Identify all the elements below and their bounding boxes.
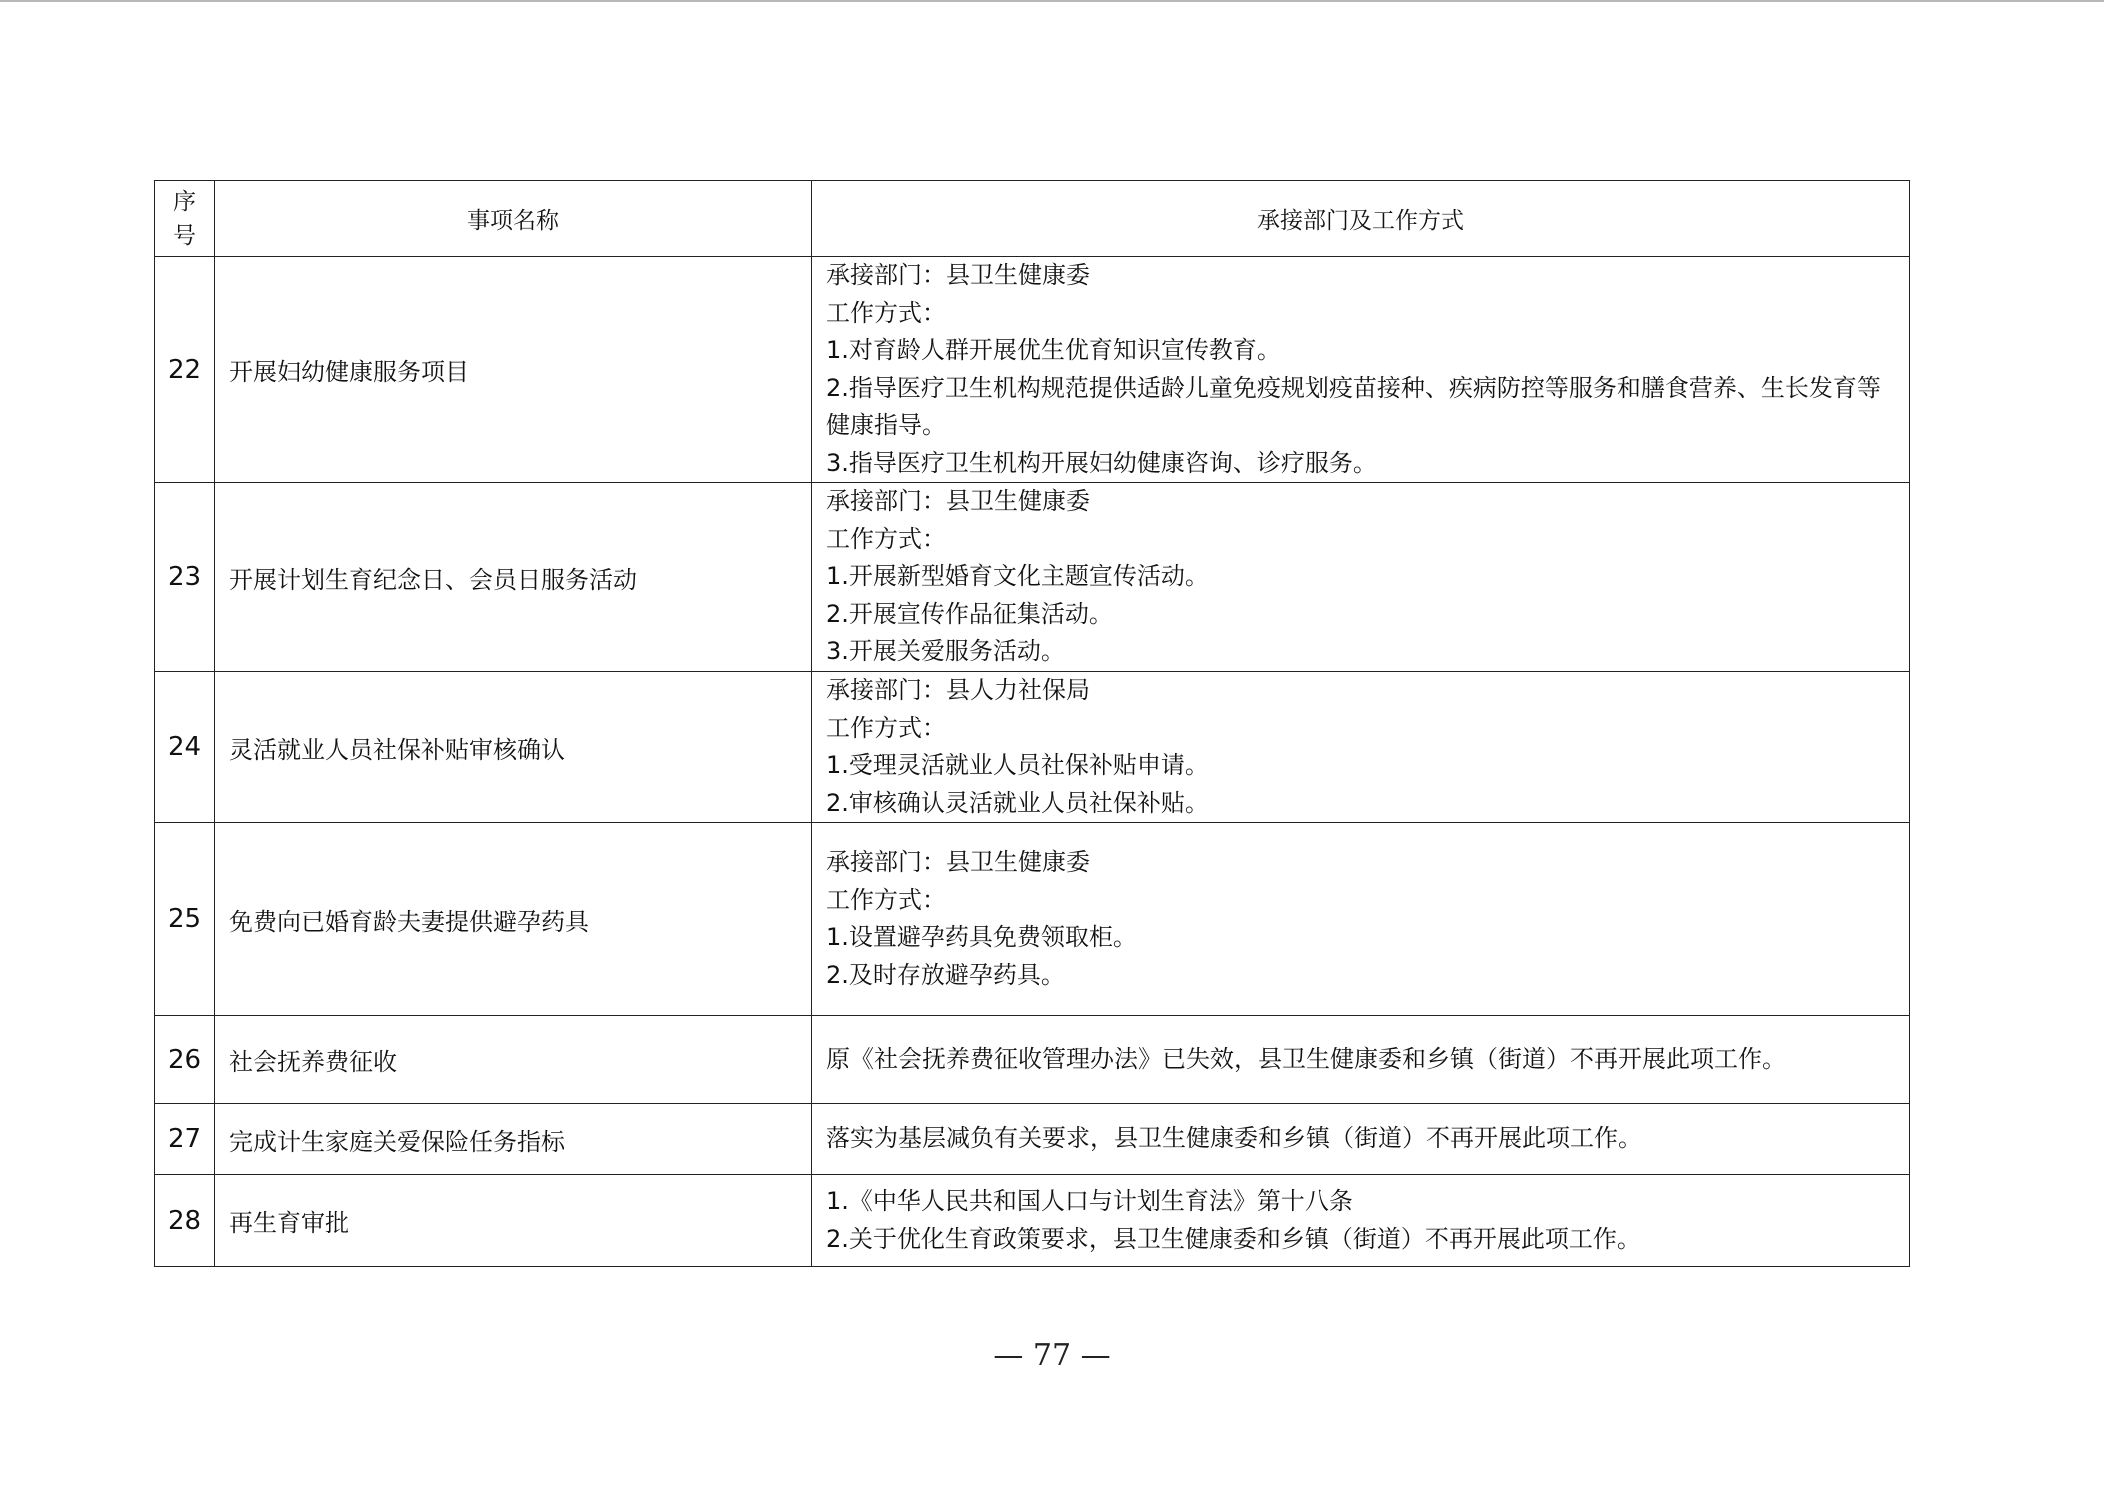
row-method — [812, 1104, 1910, 1175]
row-name: 开展妇幼健康服务项目 — [215, 257, 812, 483]
method-line: 工作方式： — [826, 298, 946, 327]
header-seq — [155, 181, 215, 257]
method-line: 1.开展新型婚育文化主题宣传活动。 — [826, 562, 1209, 591]
row-seq: 25 — [155, 823, 215, 1016]
row-method — [812, 672, 1910, 823]
method-line: 1.对育龄人群开展优生优育知识宣传教育。 — [826, 336, 1281, 364]
row-seq: 27 — [155, 1104, 215, 1175]
method-line: 承接部门：县卫生健康委 — [826, 261, 1090, 289]
method-line: 承接部门：县卫生健康委 — [826, 487, 1090, 516]
table-row — [155, 1104, 1910, 1175]
header-name: 事项名称 — [215, 181, 812, 257]
table-header-row — [155, 181, 1910, 257]
row-name: 社会抚养费征收 — [215, 1016, 812, 1104]
table-row — [155, 257, 1910, 483]
row-method — [812, 1175, 1910, 1267]
method-line: 工作方式： — [826, 713, 946, 742]
table-row — [155, 1016, 1910, 1104]
method-line: 1.设置避孕药具免费领取柜。 — [826, 923, 1137, 951]
row-seq: 23 — [155, 483, 215, 672]
method-line: 2.审核确认灵活就业人员社保补贴。 — [826, 788, 1209, 817]
table-row — [155, 823, 1910, 1016]
table-row — [155, 1175, 1910, 1267]
row-name: 开展计划生育纪念日、会员日服务活动 — [215, 483, 812, 672]
row-name: 灵活就业人员社保补贴审核确认 — [215, 672, 812, 823]
table-row — [155, 483, 1910, 672]
row-method — [812, 823, 1910, 1016]
method-line: 1.受理灵活就业人员社保补贴申请。 — [826, 751, 1209, 779]
method-line: 原《社会抚养费征收管理办法》已失效，县卫生健康委和乡镇（街道）不再开展此项工作。 — [826, 1044, 1786, 1073]
header-seq-label: 序号 — [173, 188, 196, 249]
header-method: 承接部门及工作方式 — [812, 181, 1910, 257]
method-line: 3.开展关爱服务活动。 — [826, 637, 1065, 666]
method-line: 2.开展宣传作品征集活动。 — [826, 599, 1113, 628]
row-seq: 22 — [155, 257, 215, 483]
method-line: 承接部门：县卫生健康委 — [826, 848, 1090, 876]
method-line: 工作方式： — [826, 885, 946, 914]
method-line: 3.指导医疗卫生机构开展妇幼健康咨询、诊疗服务。 — [826, 448, 1377, 477]
table-row — [155, 672, 1910, 823]
row-method — [812, 483, 1910, 672]
method-line: 2.关于优化生育政策要求，县卫生健康委和乡镇（街道）不再开展此项工作。 — [826, 1224, 1641, 1253]
row-name: 完成计生家庭关爱保险任务指标 — [215, 1104, 812, 1175]
items-table — [154, 180, 1910, 1267]
top-border-line — [0, 0, 2104, 2]
method-line: 2.及时存放避孕药具。 — [826, 960, 1065, 989]
method-line: 1.《中华人民共和国人口与计划生育法》第十八条 — [826, 1187, 1353, 1215]
row-seq: 24 — [155, 672, 215, 823]
row-seq: 28 — [155, 1175, 215, 1267]
row-method — [812, 257, 1910, 483]
row-seq: 26 — [155, 1016, 215, 1104]
method-line: 工作方式： — [826, 524, 946, 553]
method-line: 2.指导医疗卫生机构规范提供适龄儿童免疫规划疫苗接种、疾病防控等服务和膳食营养、生长发育等健康指导。 — [826, 373, 1881, 439]
method-line: 承接部门：县人力社保局 — [826, 676, 1090, 704]
row-name: 再生育审批 — [215, 1175, 812, 1267]
method-line: 落实为基层减负有关要求，县卫生健康委和乡镇（街道）不再开展此项工作。 — [826, 1124, 1642, 1153]
row-method — [812, 1016, 1910, 1104]
row-name: 免费向已婚育龄夫妻提供避孕药具 — [215, 823, 812, 1016]
page-number: — 77 — — [993, 1338, 1111, 1373]
